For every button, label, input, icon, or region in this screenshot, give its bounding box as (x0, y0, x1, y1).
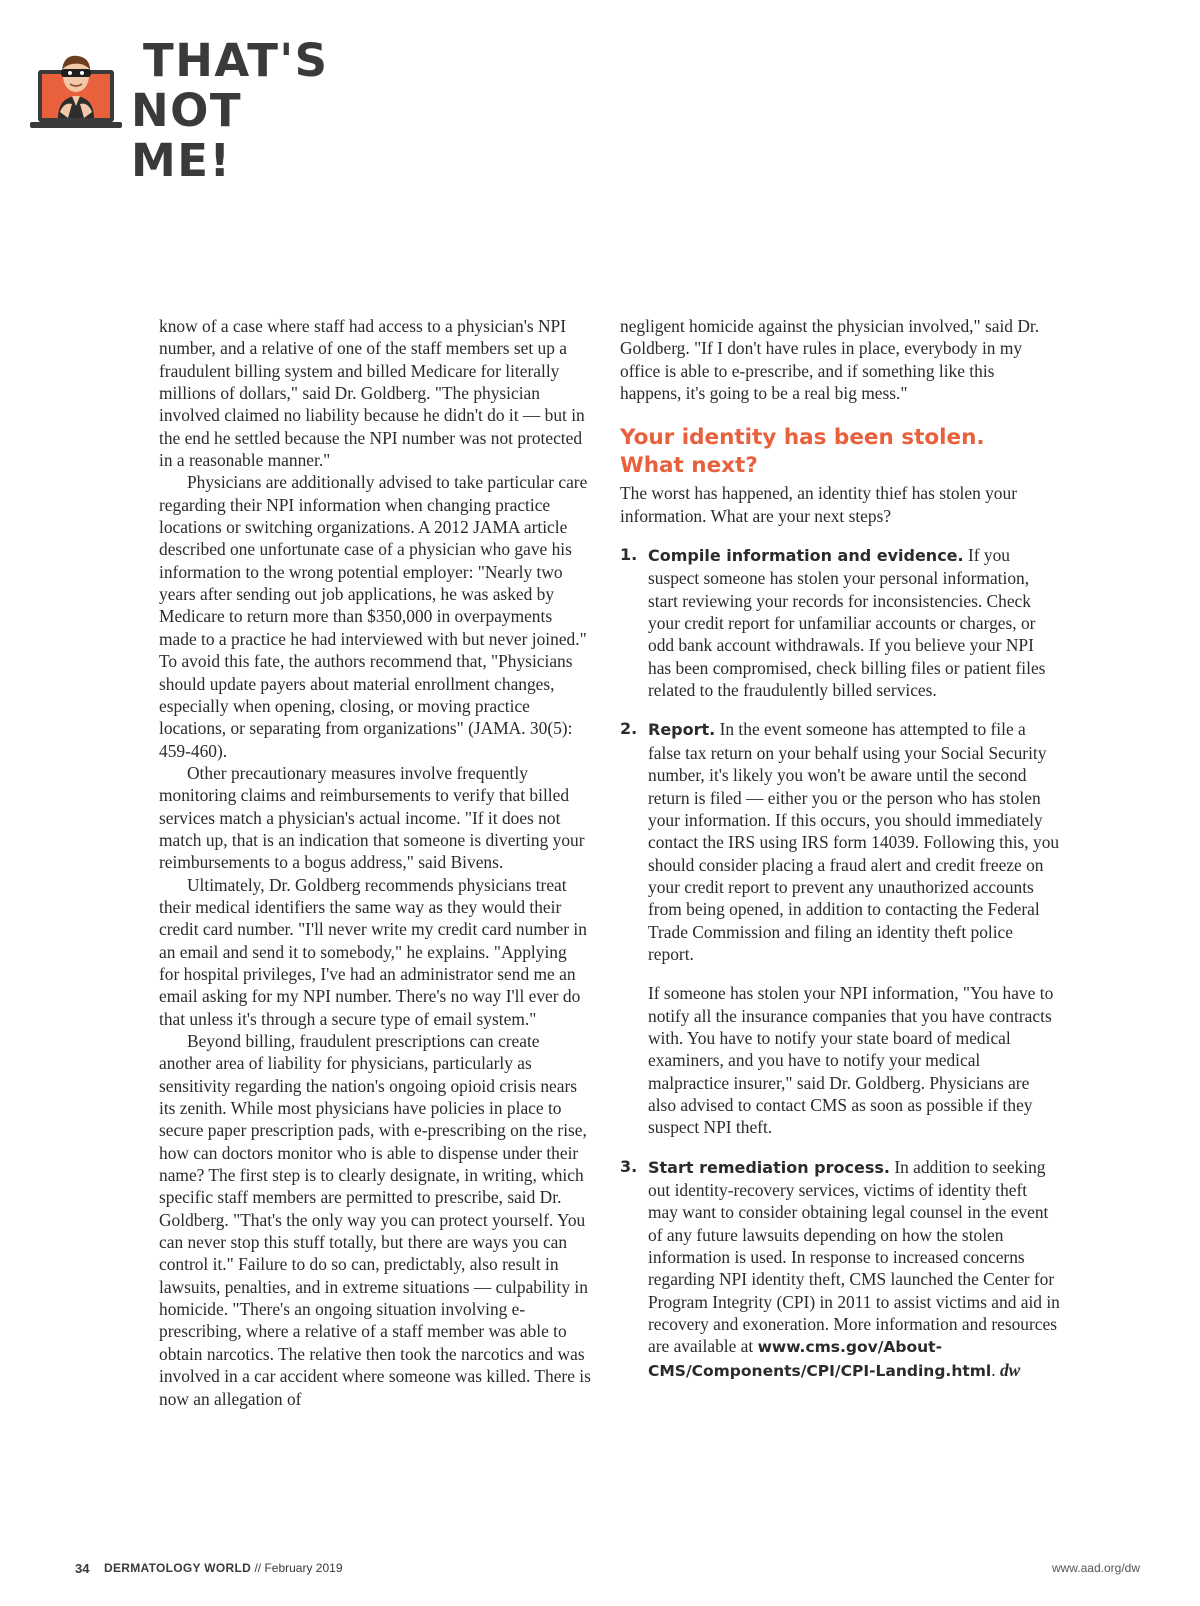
article-header (28, 28, 358, 187)
step-number: 3. (620, 1156, 638, 1176)
page-number: 34 (75, 1561, 90, 1576)
step-number: 1. (620, 545, 638, 565)
masked-thief-laptop-icon (28, 32, 124, 132)
page-title (131, 36, 358, 186)
signoff: dw (999, 1359, 1021, 1380)
magazine-issue (104, 1561, 343, 1575)
paragraph: negligent homicide against the physician involved," said Dr. Goldberg. "If I don't have rules in place, everybody in my office is able to e-prescribe, and if something like this happens, it's going to be a real big mess." (620, 316, 1040, 404)
step-text: In the event someone has attempted to file a false tax return on your behalf using your Social Security number, it's likely you won't be aware until the second return is filed — either you or the person who has stolen your information. If this occurs, you should immediately contact the IRS using IRS form 14039. Following this, you should consider placing a fraud alert and credit freeze on your credit report to prevent any unauthorized accounts from being opened, in addition to contacting the Federal Trade Commission and filing an identity theft police report. (648, 719, 1060, 964)
step-text: In addition to seeking out identity-recovery services, victims of identity theft may want to consider obtaining legal counsel in the event of any future lawsuits depending on how the stolen information is used. In response to increased concerns regarding NPI identity theft, CMS launched the Center for Program Integrity (CPI) in 2011 to assist victims and aid in recovery and exoneration. More information and resources are available at (648, 1156, 1060, 1357)
paragraph: know of a case where staff had access to a physician's NPI number, and a relative of one of the staff members set up a fraudulent billing system and billed Medicare for literally millions of dollars," said Dr. Goldberg. "The physician involved claimed no liability because he didn't do it — but in the end he settled because the NPI number was not protected in a reasonable manner." (159, 316, 585, 471)
step-lead: Start remediation process. (648, 1157, 890, 1177)
title-line-2: NOT ME! (131, 84, 243, 187)
page-footer (0, 1561, 1200, 1581)
paragraph: Beyond billing, fraudulent prescriptions can create another area of liability for physicians, particularly as sensitivity regarding the nation's ongoing opioid crisis nears its zenith. While most physicians have policies in place to secure paper prescription pads, with e-prescribing on the rise, how can doctors monitor who is able to dispense under their name? The first step is to clearly designate, in writing, which specific staff members are permitted to prescribe, said Dr. Goldberg. "That's the only way you can protect yourself. You can never stop this stuff totally, but there are ways you can control it." Failure to do so can, predictably, also result in lawsuits, penalties, and in extreme situations — culpability in homicide. "There's an ongoing situation involving e-prescribing, where a relative of a staff member was able to obtain narcotics. The relative then took the narcotics and was involved in a car accident where someone was killed. There is now an allegation of (159, 1031, 591, 1409)
section-heading-line-1: Your identity has been stolen. (620, 425, 985, 451)
step-number: 2. (620, 719, 638, 739)
issue-date: // February 2019 (251, 1561, 343, 1575)
step-text: If you suspect someone has stolen your personal information, start reviewing your records for inconsistencies. Check your credit report for unfamiliar accounts or charges, or odd bank account withdrawals. If you believe your NPI has been compromised, check billing files or patient files related to the fraudulently billed services. (648, 545, 1046, 701)
paragraph: Ultimately, Dr. Goldberg recommends physicians treat their medical identifiers the same way as they would their credit card number. "I'll never write my credit card number in an email and send it to somebody," he explains. "Applying for hospital privileges, I've had an administrator send me an email asking for my NPI number. There's no way I'll ever do that unless it's through a secure type of email system." (159, 874, 587, 1029)
step-text-continued: If someone has stolen your NPI information, "You have to notify all the insurance companies that you have contracts with. You have to notify your state board of medical examiners, and you have to notify your medical malpractice insurer," said Dr. Goldberg. Physicians are also advised to contact CMS as soon as possible if they suspect NPI theft. (648, 983, 1054, 1138)
paragraph: Physicians are additionally advised to take particular care regarding their NPI information when changing practice locations or switching organizations. A 2012 JAMA article described one unfortunate case of a physician who gave his information to the wrong potential employer: "Nearly two years after sending out job applications, he was asked by Medicare to return more than $350,000 in overpayments made to a practice he had interviewed with but never joined." To avoid this fate, the authors recommend that, "Physicians should update payers about material enrollment changes, especially when opening, closing, or moving practice locations, or separating from organizations" (JAMA. 30(5): 459-460). (159, 472, 588, 761)
section-heading-line-2: What next? (620, 453, 758, 479)
section-heading (620, 424, 1060, 480)
title-line-1: THAT'S (143, 34, 329, 87)
right-column (620, 315, 1060, 1399)
magazine-name: DERMATOLOGY WORLD (104, 1561, 252, 1575)
step-text-end: . (991, 1359, 1000, 1380)
steps-list (620, 544, 1060, 1382)
step-lead: Compile information and evidence. (648, 546, 964, 566)
website-link[interactable]: www.aad.org/dw (1051, 1561, 1140, 1575)
list-item (620, 544, 1060, 701)
paragraph: Other precautionary measures involve frequently monitoring claims and reimbursements to verify that billed services match a physician's actual income. "If it does not match up, that is an indication that someone is diverting your reimbursements to a bogus address," said Bivens. (159, 762, 585, 873)
list-item (620, 718, 1060, 1138)
cms-link[interactable]: www.cms.gov/About-CMS/Components/CPI/CPI-Landing.html (648, 1338, 992, 1380)
step-lead: Report. (648, 720, 716, 740)
list-item (620, 1156, 1060, 1382)
left-column (159, 315, 591, 1410)
section-lede: The worst has happened, an identity thief has stolen your information. What are your next steps? (620, 483, 1017, 526)
